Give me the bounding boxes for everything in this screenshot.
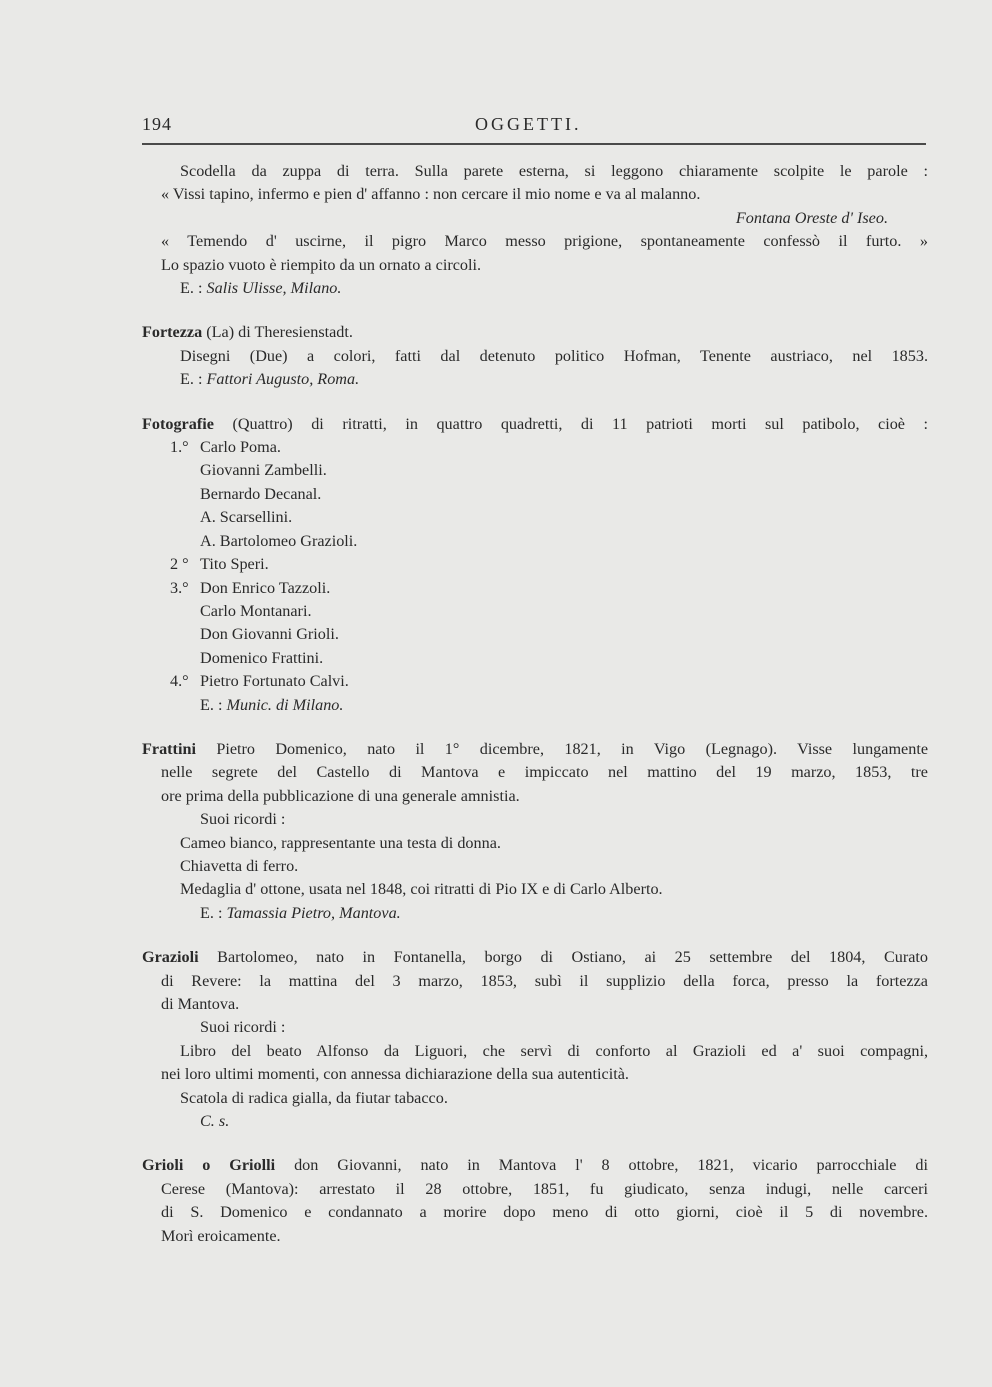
entry-frattini: [142, 738, 928, 925]
list-item: A. Bartolomeo Grazioli.: [200, 531, 358, 550]
entry-line: di Revere: la mattina del 3 marzo, 1853, subì il supplizio della forca, presso la fortezza: [161, 971, 928, 990]
list-item: Giovanni Zambelli.: [200, 461, 327, 480]
list-item: Chiavetta di ferro.: [180, 856, 299, 875]
exhibitor-line: E. : Fattori Augusto, Roma.: [180, 370, 360, 389]
exhibitor-line: C. s.: [200, 1112, 230, 1131]
list-item: Medaglia d' ottone, usata nel 1848, coi ritratti di Pio IX e di Carlo Alberto.: [180, 880, 663, 899]
running-title: OGGETTI.: [475, 114, 582, 134]
entry-line: di S. Domenico e condannato a morire dopo meno di otto giorni, cioè il 5 di novembre.: [161, 1203, 928, 1222]
entry-headword: Fortezza: [142, 323, 203, 342]
list-item: Cameo bianco, rappresentante una testa di donna.: [180, 833, 501, 852]
inscription-signature: Fontana Oreste d' Iseo.: [735, 208, 888, 227]
header-rule: [142, 143, 926, 145]
list-item: nei loro ultimi momenti, con annessa dichiarazione della sua autenticità.: [161, 1065, 629, 1084]
entry-line: Cerese (Mantova): arrestato il 28 ottobre, 1851, fu giudicato, senza indugi, nelle carceri: [161, 1179, 928, 1198]
entry-title-line: Grazioli Bartolomeo, nato in Fontanella, borgo di Ostiano, ai 25 settembre del 1804, Curato: [142, 948, 929, 967]
entry-grioli: [142, 1154, 928, 1248]
list-item: 2 ° Tito Speri.: [170, 555, 269, 574]
entry-line: « Vissi tapino, infermo e pien d' affanno : non cercare il mio nome e va al malanno.: [161, 185, 701, 204]
entry-grazioli: [142, 946, 928, 1133]
entry-headword: Frattini: [142, 739, 196, 758]
list-item: 1.° Carlo Poma.: [170, 438, 281, 457]
list-item: 4.° Pietro Fortunato Calvi.: [170, 672, 349, 691]
ricordi-label: Suoi ricordi :: [200, 810, 286, 829]
entry-line: Morì eroicamente.: [161, 1226, 281, 1245]
entry-headword: Fotografie: [142, 414, 214, 433]
entry-fotografie: [142, 413, 928, 717]
entry-scodella: [142, 160, 928, 300]
exhibitor-line: E. : Salis Ulisse, Milano.: [180, 279, 342, 298]
list-item: 3.° Don Enrico Tazzoli.: [170, 578, 331, 597]
list-item: Bernardo Decanal.: [200, 484, 322, 503]
ricordi-label: Suoi ricordi :: [200, 1018, 286, 1037]
entry-title-line: Fotografie (Quattro) di ritratti, in quattro quadretti, di 11 patrioti morti sul patibolo, cioè :: [142, 414, 929, 433]
entry-headword: Grazioli: [142, 948, 199, 967]
list-item: A. Scarsellini.: [200, 508, 293, 527]
page-body: [142, 160, 928, 1248]
entry-line: Lo spazio vuoto è riempito da un ornato a circoli.: [161, 255, 482, 274]
exhibitor-line: E. : Munic. di Milano.: [200, 695, 344, 714]
entry-title-line: Frattini Pietro Domenico, nato il 1° dicembre, 1821, in Vigo (Legnago). Visse lungamente: [142, 739, 928, 758]
entry-headword: Grioli o Griolli: [142, 1156, 276, 1175]
entry-line: nelle segrete del Castello di Mantova e impiccato nel mattino del 19 marzo, 1853, tre: [161, 763, 928, 782]
exhibitor-line: E. : Tamassia Pietro, Mantova.: [200, 903, 401, 922]
entry-line: « Temendo d' uscirne, il pigro Marco messo prigione, spontaneamente confessò il furto. »: [161, 232, 928, 251]
entry-line: Scodella da zuppa di terra. Sulla parete esterna, si leggono chiaramente scolpite le parole :: [180, 162, 928, 180]
list-item: Carlo Montanari.: [200, 601, 312, 620]
entry-title-line: Grioli o Griolli don Giovanni, nato in Mantova l' 8 ottobre, 1821, vicario parrocchiale di: [142, 1156, 928, 1175]
entry-line: ore prima della pubblicazione di una generale amnistia.: [161, 786, 520, 805]
list-item: Libro del beato Alfonso da Liguori, che servì di conforto al Grazioli ed a' suoi compagni,: [180, 1041, 928, 1060]
entry-fortezza: [142, 321, 928, 391]
entry-title-line: Fortezza (La) di Theresienstadt.: [142, 323, 353, 342]
list-item: Scatola di radica gialla, da fiutar tabacco.: [180, 1088, 448, 1107]
entry-line: Disegni (Due) a colori, fatti dal detenuto politico Hofman, Tenente austriaco, nel 1853.: [180, 346, 928, 365]
page-header: [142, 112, 926, 142]
page-number: 194: [142, 114, 172, 134]
entry-line: di Mantova.: [161, 995, 240, 1013]
list-item: Domenico Frattini.: [200, 648, 324, 667]
list-item: Don Giovanni Grioli.: [200, 625, 339, 644]
